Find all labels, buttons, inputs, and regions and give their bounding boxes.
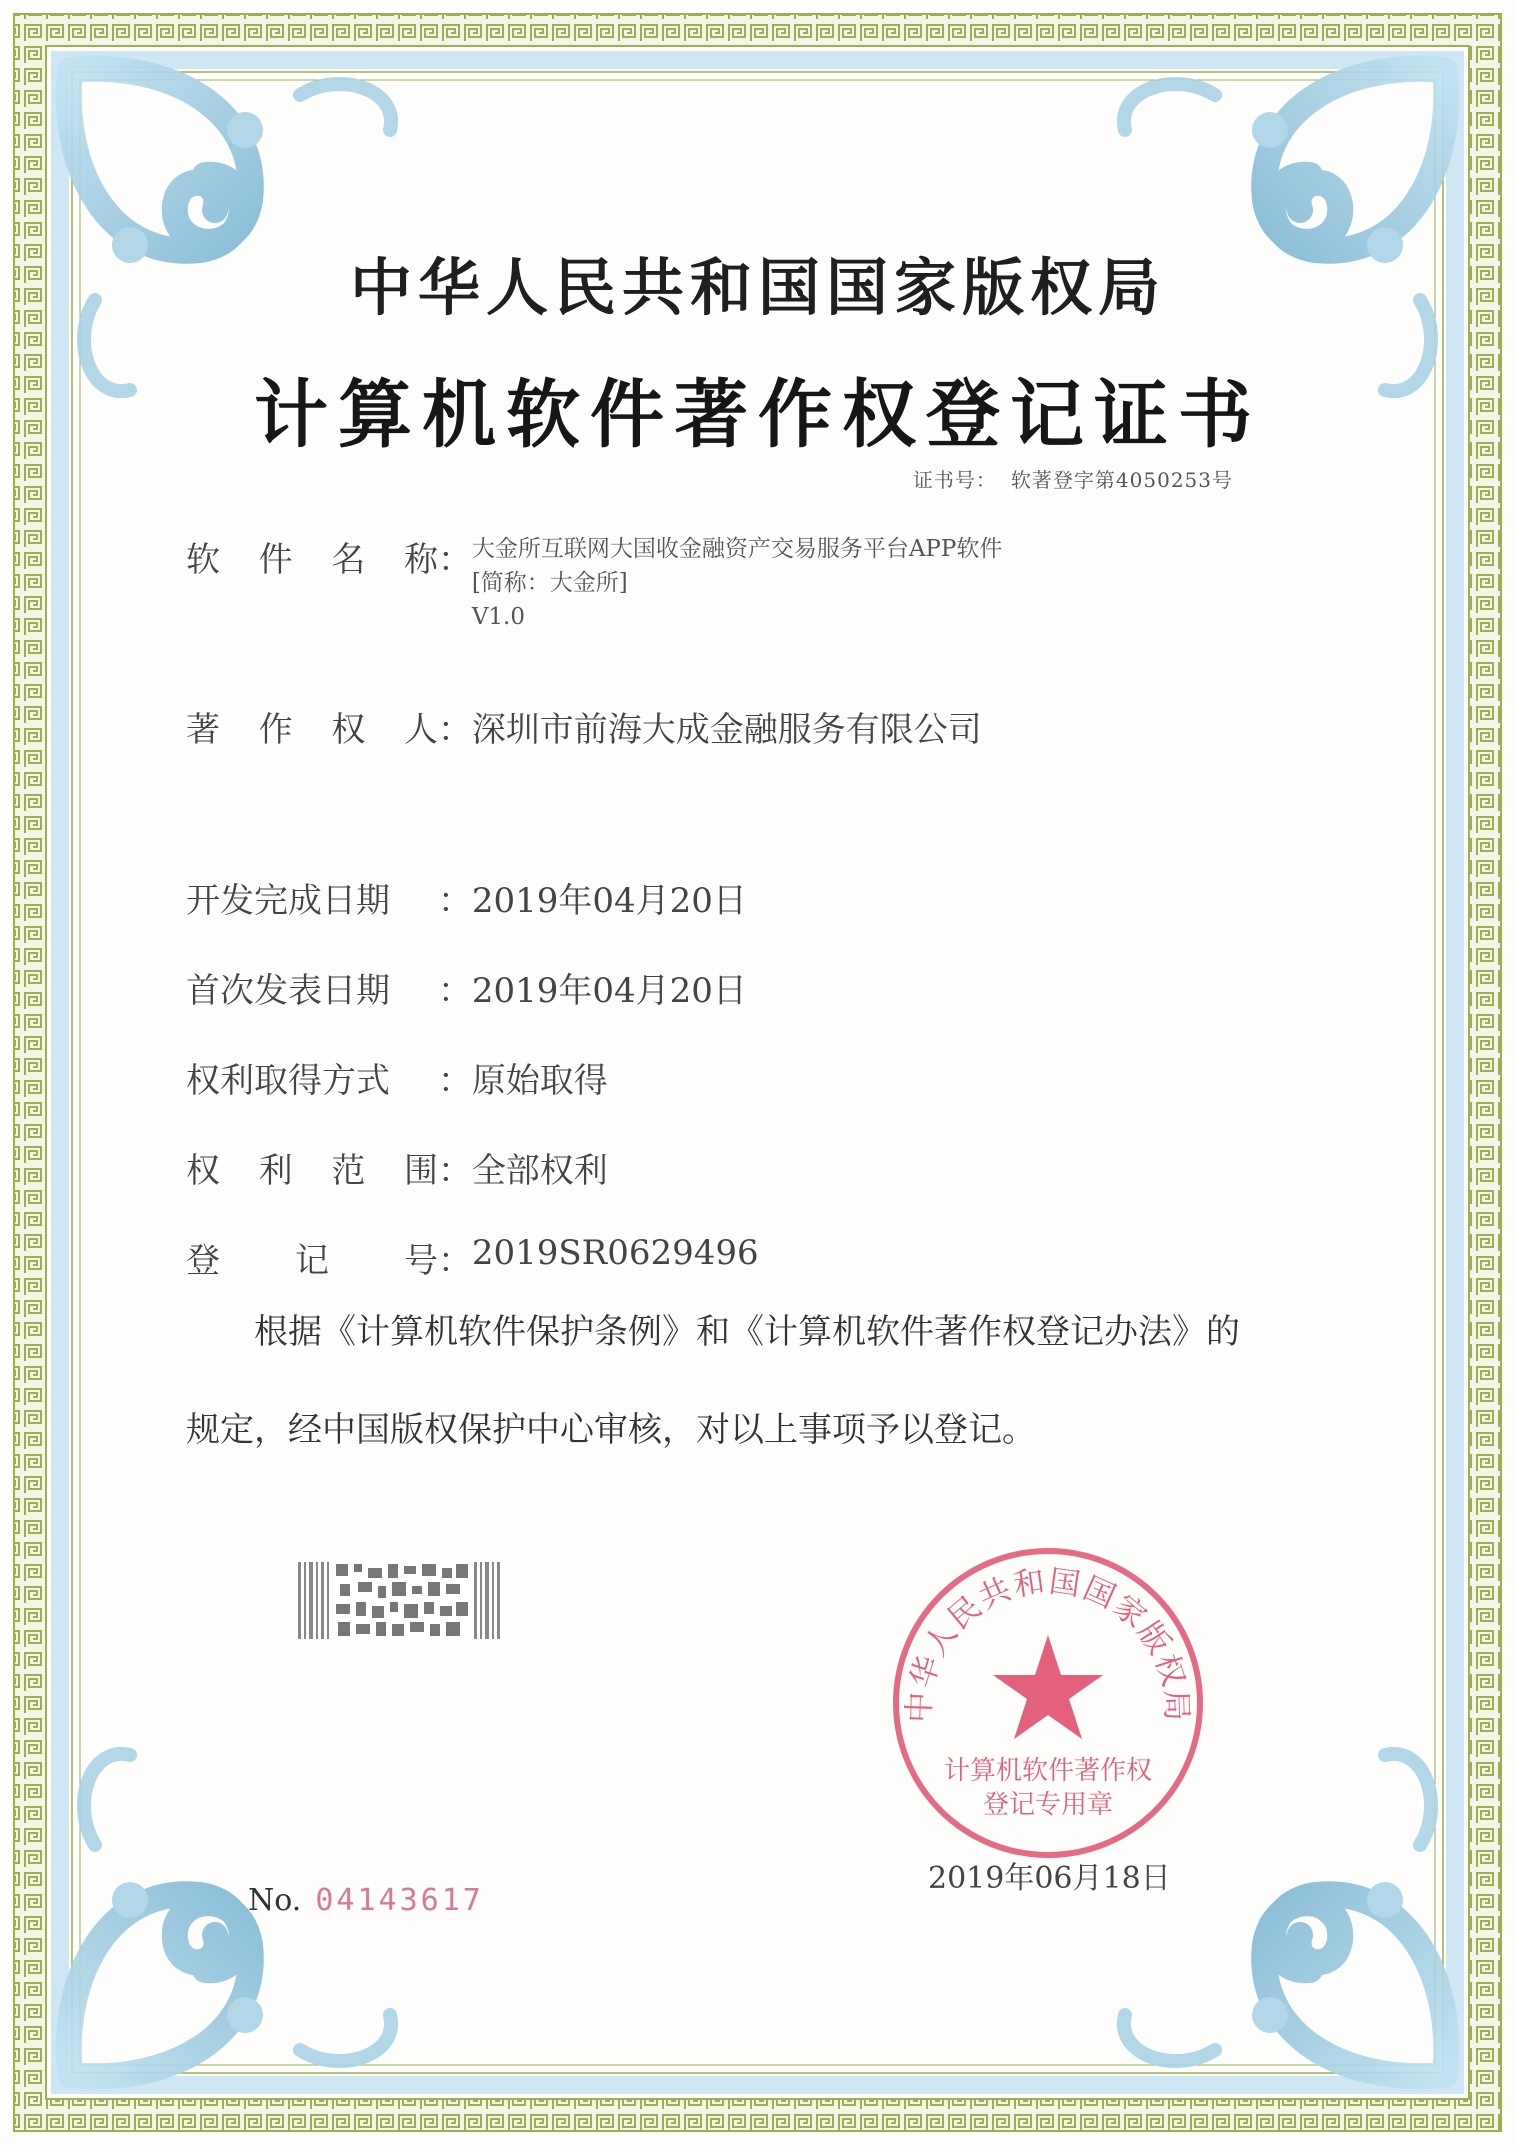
owner-value: 深圳市前海大成金融服务有限公司 <box>471 710 982 750</box>
seal-star-icon <box>993 1635 1103 1739</box>
certificate-title: 计算机软件著作权登记证书 <box>254 372 1262 458</box>
publication-date-value: 2019年04月20日 <box>471 971 747 1011</box>
field-label: 首次发表日期 <box>186 971 390 1011</box>
field-label: 软 件 名 称 <box>186 540 438 580</box>
field-acquisition-method: 权利取得方式 ： 原始取得 <box>186 1053 608 1102</box>
certificate-number-label: 证书号： <box>912 468 997 492</box>
certificate-number-value: 软著登字第4050253号 <box>1010 468 1233 492</box>
field-publication-date: 首次发表日期 ： 2019年04月20日 <box>186 963 747 1012</box>
legal-statement <box>186 1283 1336 1479</box>
barcode-icon <box>296 1558 506 1643</box>
official-seal-icon <box>888 1543 1208 1863</box>
issuing-authority: 中华人民共和国国家版权局 <box>349 251 1166 324</box>
seal-inner-line-1: 计算机软件著作权 <box>943 1756 1153 1786</box>
issue-date: 2019年06月18日 <box>928 1861 1171 1896</box>
field-development-date: 开发完成日期 ： 2019年04月20日 <box>186 873 747 922</box>
certificate-number <box>913 464 1233 493</box>
seal-ring-text: 中华人民共和国国家版权局 <box>901 1563 1195 1724</box>
acquisition-method-value: 原始取得 <box>471 1061 608 1101</box>
rights-scope-value: 全部权利 <box>471 1151 608 1191</box>
field-label: 著 作 权 人 <box>186 710 438 750</box>
field-rights-scope: 权 利 范 围 ： 全部权利 <box>186 1143 608 1192</box>
serial-number-value: 04143617 <box>315 1883 484 1918</box>
software-name-value: 大金所互联网大国收金融资产交易服务平台APP软件 [简称：大金所] V1.0 <box>471 536 1003 630</box>
development-date-value: 2019年04月20日 <box>471 881 747 921</box>
registration-number-value: 2019SR0629496 <box>471 1233 759 1273</box>
field-label: 登 记 号 <box>186 1241 438 1281</box>
field-label: 权利取得方式 <box>186 1061 390 1101</box>
field-registration-number: 登 记 号 ： 2019SR0629496 <box>186 1233 759 1281</box>
legal-statement-line-1: 根据《计算机软件保护条例》和《计算机软件著作权登记办法》的 <box>254 1312 1240 1352</box>
field-software-name: 软 件 名 称 ： 大金所互联网大国收金融资产交易服务平台APP软件 [简称：大金所] V1.0 <box>186 532 1002 634</box>
field-label: 权 利 范 围 <box>186 1151 438 1191</box>
legal-statement-line-2: 规定，经中国版权保护中心审核，对以上事项予以登记。 <box>186 1410 1036 1450</box>
serial-number <box>248 1883 484 1918</box>
serial-number-label: No. <box>248 1883 302 1918</box>
seal-inner-line-2: 登记专用章 <box>982 1790 1114 1820</box>
field-label: 开发完成日期 <box>186 881 390 921</box>
certificate-body <box>88 88 1428 2063</box>
field-copyright-owner: 著 作 权 人 ： 深圳市前海大成金融服务有限公司 <box>186 702 982 751</box>
